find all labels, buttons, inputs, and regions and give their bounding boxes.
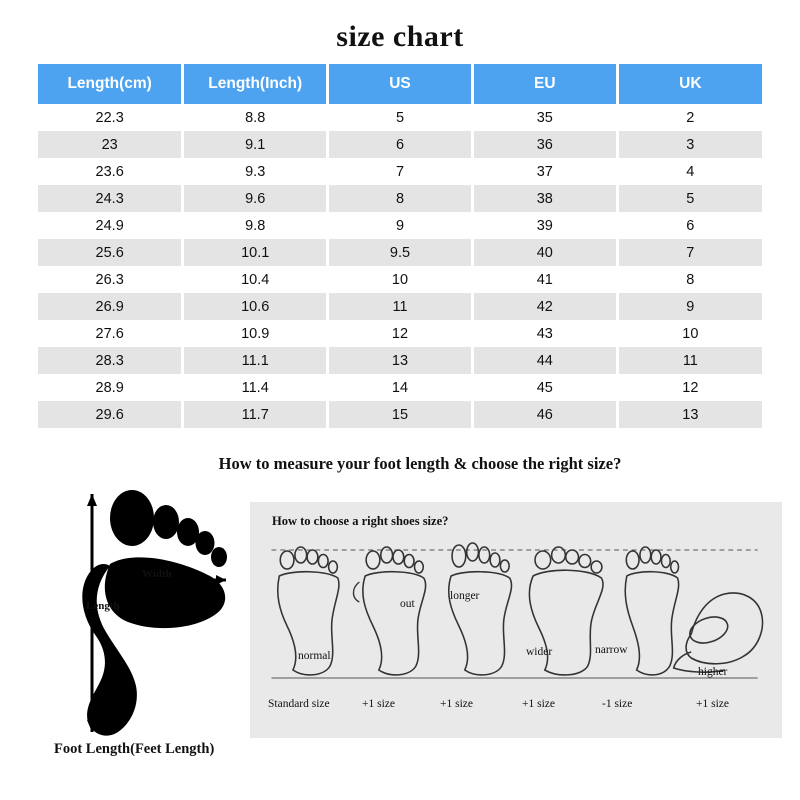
cell-eu: 43 <box>472 320 617 347</box>
cell-length-inch: 10.9 <box>183 320 328 347</box>
cell-eu: 45 <box>472 374 617 401</box>
page-title: size chart <box>336 20 464 53</box>
cell-length-inch: 9.1 <box>183 131 328 158</box>
cell-uk: 11 <box>617 347 762 374</box>
cell-length-cm: 23.6 <box>38 158 183 185</box>
size-label-higher: +1 size <box>696 698 729 710</box>
cell-eu: 36 <box>472 131 617 158</box>
table-row <box>38 401 762 428</box>
cell-length-cm: 23 <box>38 131 183 158</box>
cell-length-inch: 10.6 <box>183 293 328 320</box>
cell-eu: 42 <box>472 293 617 320</box>
cell-length-inch: 11.4 <box>183 374 328 401</box>
column-header-length-inch: Length(Inch) <box>183 64 328 104</box>
lower-row <box>0 480 800 760</box>
table-row <box>38 374 762 401</box>
cell-length-cm: 28.9 <box>38 374 183 401</box>
cell-length-cm: 24.9 <box>38 212 183 239</box>
cell-length-cm: 22.3 <box>38 104 183 131</box>
cell-us: 9 <box>328 212 473 239</box>
foot-shape-label-out: out <box>400 598 415 610</box>
table-row <box>38 212 762 239</box>
measure-heading: How to measure your foot length & choose the right size? <box>218 454 622 473</box>
cell-length-inch: 11.7 <box>183 401 328 428</box>
cell-uk: 13 <box>617 401 762 428</box>
cell-us: 6 <box>328 131 473 158</box>
size-label-longer: +1 size <box>440 698 473 710</box>
table-row <box>38 266 762 293</box>
cell-us: 15 <box>328 401 473 428</box>
cell-uk: 5 <box>617 185 762 212</box>
cell-length-inch: 8.8 <box>183 104 328 131</box>
cell-length-cm: 27.6 <box>38 320 183 347</box>
column-header-eu: EU <box>472 64 617 104</box>
cell-uk: 12 <box>617 374 762 401</box>
shoe-size-guide-panel <box>250 502 782 738</box>
shoe-guide-title: How to choose a right shoes size? <box>272 514 449 528</box>
table-row <box>38 239 762 266</box>
cell-uk: 10 <box>617 320 762 347</box>
cell-uk: 7 <box>617 239 762 266</box>
cell-eu: 39 <box>472 212 617 239</box>
table-row <box>38 347 762 374</box>
size-table-wrap <box>0 64 800 428</box>
column-header-length-cm: Length(cm) <box>38 64 183 104</box>
foot-measure-diagram <box>14 480 250 760</box>
cell-uk: 9 <box>617 293 762 320</box>
table-row <box>38 185 762 212</box>
cell-length-inch: 9.6 <box>183 185 328 212</box>
cell-us: 8 <box>328 185 473 212</box>
column-header-us: US <box>328 64 473 104</box>
measure-section <box>0 454 800 760</box>
cell-eu: 37 <box>472 158 617 185</box>
cell-eu: 38 <box>472 185 617 212</box>
foot-width-label: Width <box>142 568 172 580</box>
cell-eu: 41 <box>472 266 617 293</box>
cell-us: 11 <box>328 293 473 320</box>
foot-length-label: Length <box>86 600 120 612</box>
cell-us: 10 <box>328 266 473 293</box>
size-label-out: +1 size <box>362 698 395 710</box>
cell-eu: 44 <box>472 347 617 374</box>
cell-us: 7 <box>328 158 473 185</box>
table-header-row <box>38 64 762 104</box>
table-row <box>38 320 762 347</box>
cell-length-inch: 11.1 <box>183 347 328 374</box>
cell-uk: 2 <box>617 104 762 131</box>
cell-us: 9.5 <box>328 239 473 266</box>
cell-us: 13 <box>328 347 473 374</box>
column-header-uk: UK <box>617 64 762 104</box>
cell-length-inch: 10.4 <box>183 266 328 293</box>
size-table-body <box>38 104 762 428</box>
cell-eu: 35 <box>472 104 617 131</box>
table-row <box>38 293 762 320</box>
cell-us: 5 <box>328 104 473 131</box>
size-label-narrow: -1 size <box>602 698 633 710</box>
cell-length-cm: 28.3 <box>38 347 183 374</box>
cell-length-inch: 9.3 <box>183 158 328 185</box>
cell-eu: 46 <box>472 401 617 428</box>
cell-length-cm: 26.3 <box>38 266 183 293</box>
foot-outline-icon <box>14 480 250 760</box>
table-row <box>38 131 762 158</box>
foot-diagram-caption: Foot Length(Feet Length) <box>54 741 215 757</box>
cell-uk: 4 <box>617 158 762 185</box>
foot-shape-label-higher: higher <box>698 666 728 678</box>
cell-length-cm: 24.3 <box>38 185 183 212</box>
size-table <box>38 64 762 428</box>
size-label-wider: +1 size <box>522 698 555 710</box>
cell-uk: 8 <box>617 266 762 293</box>
table-row <box>38 158 762 185</box>
cell-length-inch: 10.1 <box>183 239 328 266</box>
cell-uk: 3 <box>617 131 762 158</box>
table-row <box>38 104 762 131</box>
cell-length-cm: 26.9 <box>38 293 183 320</box>
foot-shape-label-narrow: narrow <box>595 644 628 656</box>
foot-shape-label-wider: wider <box>526 646 553 658</box>
size-table-head <box>38 64 762 104</box>
cell-eu: 40 <box>472 239 617 266</box>
cell-length-cm: 29.6 <box>38 401 183 428</box>
cell-length-inch: 9.8 <box>183 212 328 239</box>
cell-length-cm: 25.6 <box>38 239 183 266</box>
cell-uk: 6 <box>617 212 762 239</box>
cell-us: 12 <box>328 320 473 347</box>
foot-shape-label-normal: normal <box>298 650 331 662</box>
cell-us: 14 <box>328 374 473 401</box>
size-label-standard: Standard size <box>268 698 330 710</box>
foot-shape-label-longer: longer <box>450 590 480 602</box>
